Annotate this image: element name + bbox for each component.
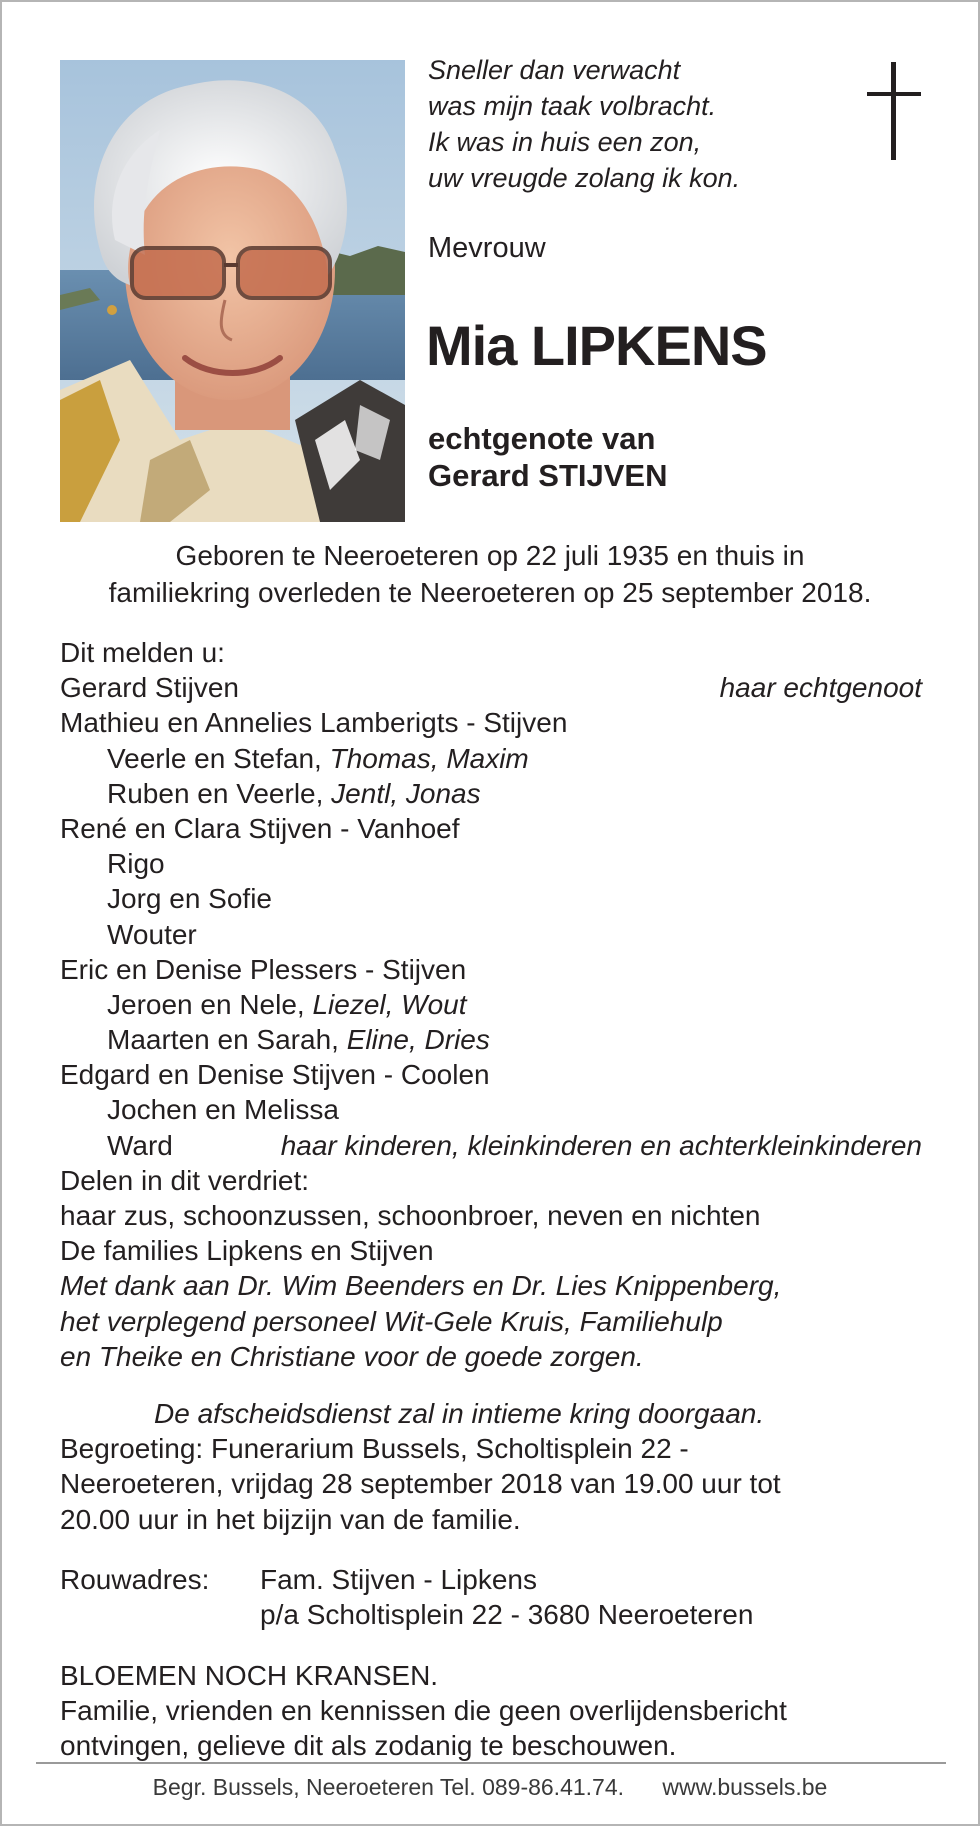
family-row: Edgard en Denise Stijven - Coolen bbox=[60, 1059, 490, 1091]
family-row: Jochen en Melissa bbox=[107, 1094, 339, 1126]
family-names: Veerle en Stefan, bbox=[107, 742, 330, 774]
portrait-photo bbox=[60, 60, 405, 522]
family-names: Ward bbox=[107, 1129, 173, 1161]
greeting-line: 20.00 uur in het bijzijn van de familie. bbox=[60, 1503, 521, 1535]
poem-line: Ik was in huis een zon, bbox=[428, 127, 702, 157]
flowers-line: Familie, vrienden en kennissen die geen overlijdensbericht bbox=[60, 1695, 787, 1727]
husband-name: Gerard Stijven bbox=[60, 672, 239, 704]
greeting-line: Begroeting: Funerarium Bussels, Scholtisplein 22 - bbox=[60, 1433, 689, 1465]
service-info bbox=[60, 1396, 920, 1537]
family-row bbox=[60, 776, 920, 811]
family-row: Jorg en Sofie bbox=[107, 883, 272, 915]
husband-note: haar echtgenoot bbox=[719, 672, 922, 704]
funeral-home-info: Begr. Bussels, Neeroeteren Tel. 089-86.41.74. bbox=[152, 1774, 625, 1800]
spouse-line: Gerard STIJVEN bbox=[428, 458, 668, 493]
family-intro: Dit melden u: bbox=[60, 637, 225, 668]
share-line: haar zus, schoonzussen, schoonbroer, neven en nichten bbox=[60, 1200, 761, 1231]
cross-icon bbox=[865, 62, 925, 160]
address-row bbox=[60, 1562, 920, 1597]
poem bbox=[428, 52, 740, 196]
statement-line: Geboren te Neeroeteren op 22 juli 1935 en thuis in bbox=[175, 540, 805, 571]
family-row bbox=[60, 741, 920, 776]
spouse-info bbox=[428, 420, 667, 494]
family-row: Rigo bbox=[107, 848, 165, 880]
address-label: Rouwadres: bbox=[60, 1564, 210, 1595]
family-row bbox=[60, 670, 920, 705]
family-names: Maarten en Sarah, bbox=[107, 1024, 347, 1056]
family-row: Wouter bbox=[107, 918, 197, 950]
thanks-line: het verplegend personeel Wit-Gele Kruis, Familiehulp bbox=[60, 1305, 723, 1337]
grandchildren-names: Thomas, Maxim bbox=[329, 742, 529, 774]
share-line: De families Lipkens en Stijven bbox=[60, 1235, 434, 1267]
grandchildren-names: Liezel, Wout bbox=[312, 988, 467, 1020]
relation-note: haar kinderen, kleinkinderen en achterkleinkinderen bbox=[280, 1129, 922, 1161]
family-row bbox=[60, 1128, 920, 1163]
mourning-address bbox=[60, 1562, 920, 1632]
footer-divider bbox=[36, 1762, 946, 1764]
poem-line: Sneller dan verwacht bbox=[428, 55, 681, 85]
family-list bbox=[60, 635, 920, 1374]
family-row bbox=[60, 987, 920, 1022]
spouse-line: echtgenote van bbox=[428, 421, 656, 456]
statement-line: familiekring overleden te Neeroeteren op 25 september 2018. bbox=[108, 577, 872, 608]
deceased-name: Mia LIPKENS bbox=[426, 314, 767, 377]
poem-line: was mijn taak volbracht. bbox=[428, 91, 717, 121]
grandchildren-names: Eline, Dries bbox=[346, 1024, 490, 1056]
footer bbox=[2, 1772, 978, 1802]
thanks-line: Met dank aan Dr. Wim Beenders en Dr. Lies Knippenberg, bbox=[60, 1270, 782, 1302]
family-row bbox=[60, 1022, 920, 1057]
family-names: Jeroen en Nele, bbox=[107, 988, 313, 1020]
intimate-service-note: De afscheidsdienst zal in intieme kring doorgaan. bbox=[154, 1398, 765, 1429]
birth-death-statement bbox=[22, 537, 958, 611]
address-line: Fam. Stijven - Lipkens bbox=[260, 1564, 537, 1595]
website-link[interactable]: www.bussels.be bbox=[662, 1774, 828, 1800]
flowers-line: ontvingen, gelieve dit als zodanig te beschouwen. bbox=[60, 1730, 677, 1762]
poem-line: uw vreugde zolang ik kon. bbox=[428, 163, 741, 193]
family-row: René en Clara Stijven - Vanhoef bbox=[60, 812, 460, 844]
address-row bbox=[60, 1597, 920, 1632]
thanks-line: en Theike en Christiane voor de goede zorgen. bbox=[60, 1340, 644, 1372]
flowers-line: BLOEMEN NOCH KRANSEN. bbox=[60, 1660, 439, 1691]
family-row: Eric en Denise Plessers - Stijven bbox=[60, 953, 467, 985]
flowers-notice bbox=[60, 1658, 920, 1764]
address-line: p/a Scholtisplein 22 - 3680 Neeroeteren bbox=[260, 1599, 754, 1631]
greeting-line: Neeroeteren, vrijdag 28 september 2018 van 19.00 uur tot bbox=[60, 1468, 781, 1500]
portrait-illustration bbox=[60, 60, 405, 522]
family-row: Mathieu en Annelies Lamberigts - Stijven bbox=[60, 707, 568, 739]
grandchildren-names: Jentl, Jonas bbox=[331, 777, 481, 809]
share-intro: Delen in dit verdriet: bbox=[60, 1164, 310, 1196]
family-names: Ruben en Veerle, bbox=[107, 777, 332, 809]
honorific: Mevrouw bbox=[428, 232, 546, 264]
